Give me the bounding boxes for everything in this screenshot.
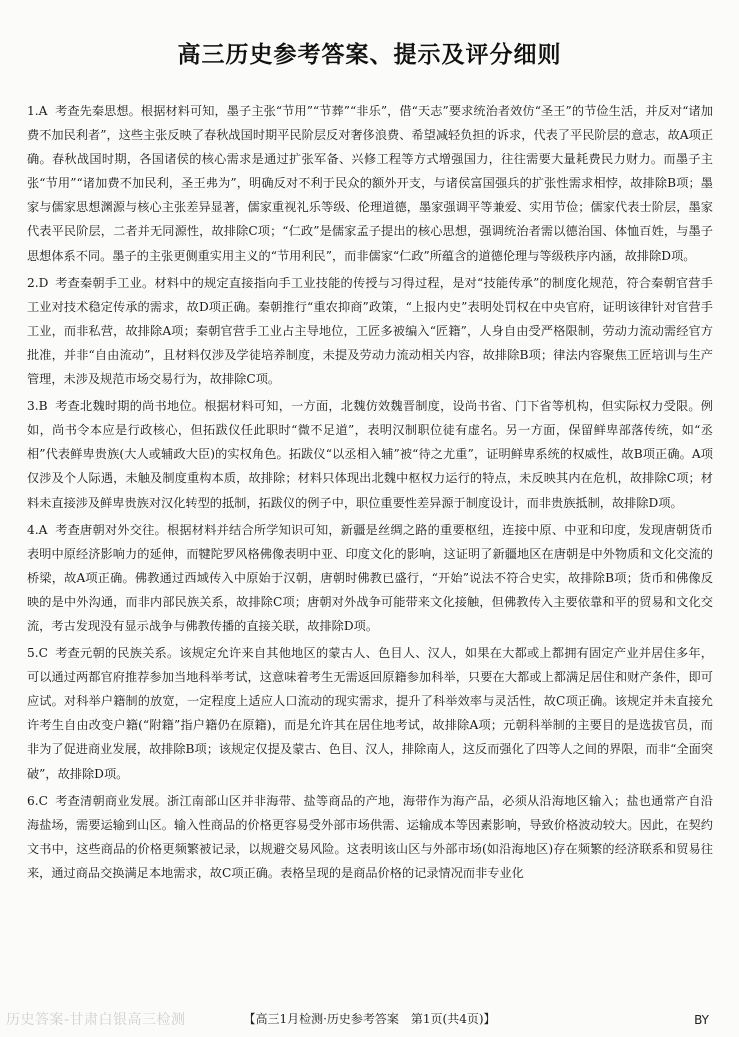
page-code: BY (694, 1013, 709, 1027)
answer-body (27, 99, 713, 888)
watermark-text: 历史答案-甘肃白银高三检测 (6, 1012, 186, 1028)
answer-item-3 (27, 394, 713, 514)
answer-number: 3.B (27, 399, 48, 414)
answer-number: 5.C (27, 646, 48, 661)
page-title: 高三历史参考答案、提示及评分细则 (177, 42, 562, 68)
answer-number: 1.A (27, 104, 48, 118)
answer-item-6 (27, 789, 713, 885)
answer-text: 考查先秦思想。根据材料可知，墨子主张“节用”“节葬”“非乐”，借“天志”要求统治者效仿“圣王”的节俭生活，并反对“诸加费不加民利者”，这些主张反映了春秋战国时期平民阶层反对奢侈浪费、希望减轻负担的诉求，代表了平民阶层的意志，故A项正确。春秋战国时期，各国诸侯的核心需求是通过扩张军备、兴修工程等方式增强国力，往往需要大量耗费民力财力。而墨子主张“节用”“诸加费不加民利，圣王弗为”，明确反对不利于民众的额外开支，与诸侯富国强兵的扩张性需求相悖，故排除B项；墨家与儒家思想渊源与核心主张差异显著，儒家重视礼乐等级、伦理道德，墨家强调平等兼爱、实用节俭；儒家代表士阶层，墨家代表平民阶层，二者并无同源性，故排除C项；“仁政”是儒家孟子提出的核心思想，强调统治者需以德治国、体恤百姓，与墨子思想体系不同。墨子的主张更侧重实用主义的“节用利民”，而非儒家“仁政”所蕴含的道德伦理与等级秩序内涵，故排除D项。 (27, 104, 713, 263)
answer-item-4 (27, 518, 713, 638)
answer-number: 2.D (27, 275, 49, 290)
answer-text: 考查唐朝对外交往。根据材料并结合所学知识可知，新疆是丝绸之路的重要枢纽，连接中原、中亚和印度，发现唐朝货币表明中原经济影响力的延伸，而犍陀罗风格佛像表明中亚、印度文化的影响，这证明了新疆地区在唐朝是中外物质和文化交流的桥梁，故A项正确。佛教通过西域传入中原始于汉朝，唐朝时佛教已盛行，“开始”说法不符合史实，故排除B项；货币和佛像反映的是中外沟通，而非内部民族关系，故排除C项；唐朝对外战争可能带来文化接触，但佛教传入主要依靠和平的贸易和文化交流，考古发现没有显示战争与佛教传播的直接关联，故排除D项。 (27, 522, 713, 633)
answer-text: 考查秦朝手工业。材料中的规定直接指向手工业技能的传授与习得过程，是对“技能传承”的制度化规范，符合秦朝官营手工业对技术稳定传承的需求，故D项正确。秦朝推行“重农抑商”政策，“上报内史”表明处罚权在中央官府，证明该律针对官营手工业，而非私营，故排除A项；秦朝官营手工业占主导地位，工匠多被编入“匠籍”，人身自由受严格限制，劳动力流动需经官方批准，并非“自由流动”，且材料仅涉及学徒培养制度，未提及劳动力流动相关内容，故排除B项；律法内容聚焦工匠培训与生产管理，未涉及规范市场交易行为，故排除C项。 (27, 275, 713, 387)
answer-item-1 (27, 99, 713, 268)
answer-number: 6.C (27, 793, 48, 808)
answer-text: 考查北魏时期的尚书地位。根据材料可知，一方面，北魏仿效魏晋制度，设尚书省、门下省等机构，但实际权力受限。例如，尚书令本应是行政核心，但拓跋仪任此职时“微不足道”，表明汉制职位徒有虚名。另一方面，保留鲜卑部落传统，如“丞相”代表鲜卑贵族(大人或辅政大臣)的实权角色。拓跋仪“以丞相入辅”被“待之尤重”，证明鲜卑系统的权威性，故B项正确。A项仅涉及个人际遇，未触及制度重构本质，故排除；材料只体现出北魏中枢权力运行的特点，未反映其内在危机，故排除C项；材料未直接涉及鲜卑贵族对汉化转型的抵制，拓跋仪的例子中，职位重要性差异源于制度设计，而非贵族抵制，故排除D项。 (27, 399, 713, 510)
answer-text: 考查清朝商业发展。浙江南部山区并非海带、盐等商品的产地，海带作为海产品，必须从沿海地区输入；盐也通常产自沿海盐场，需要运输到山区。输入性商品的价格更容易受外部市场供需、运输成本等因素影响，导致价格波动较大。因此，在契约文书中，这些商品的价格更频繁被记录，以规避交易风险。这表明该山区与外部市场(如沿海地区)存在频繁的经济联系和贸易往来，通过商品交换满足本地需求，故C项正确。表格呈现的是商品价格的记录情况而非专业化 (27, 793, 713, 880)
answer-item-2 (27, 271, 713, 391)
answer-text: 考查元朝的民族关系。该规定允许来自其他地区的蒙古人、色目人、汉人，如果在大都或上都拥有固定产业并居住多年，可以通过两都官府推荐参加当地科举考试，这意味着考生无需返回原籍参加科举，只要在大都或上都满足居住和财产条件，即可应试。对科举户籍制的放宽，一定程度上适应人口流动的现实需求，提升了科举效率与灵活性，故C项正确。该规定并未直接允许考生自由改变户籍(“附籍”指户籍仍在原籍)，而是允许其在居住地考试，故排除A项；元朝科举制的主要目的是选拔官员，而非为了促进商业发展，故排除B项；该规定仅提及蒙古、色目、汉人，排除南人，这反而强化了四等人之间的界限，而非“全面突破”，故排除D项。 (27, 646, 713, 781)
answer-number: 4.A (27, 522, 48, 537)
page-footer: 【高三1月检测·历史参考答案 第1页(共4页)】 (243, 1012, 496, 1026)
answer-item-5 (27, 641, 713, 786)
